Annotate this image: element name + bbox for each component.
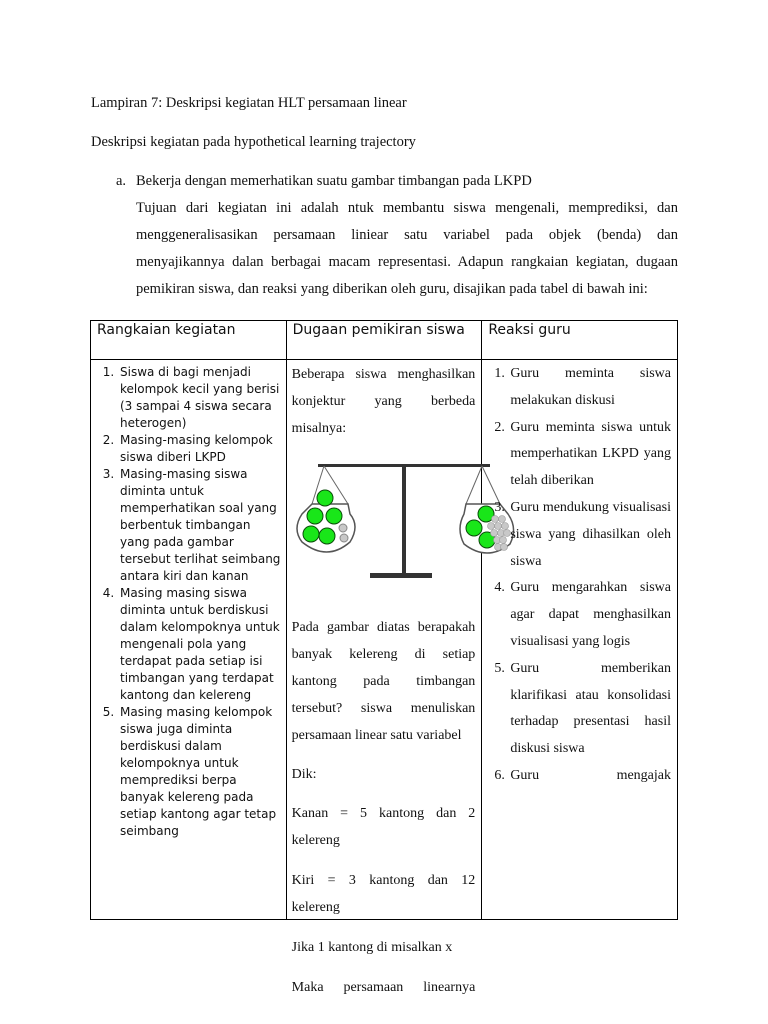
page-heading: Lampiran 7: Deskripsi kegiatan HLT persamaan linear [91, 95, 407, 111]
bag [466, 520, 482, 536]
rangkaian-list [91, 360, 286, 840]
list-item: 4. Masing masing siswa diminta untuk berdiskusi dalam kelompoknya untuk mengenali pola yang terdapat pada setiap isi timbangan yang terdapat kantong dan kelereng [118, 585, 282, 704]
list-item: 4. Guru mengarahkan siswa agar dapat menghasilkan visualisasi yang logis [508, 575, 671, 655]
bag [303, 526, 319, 542]
dugaan-intro: Beberapa siswa menghasilkan konjektur yang berbeda misalnya: [291, 367, 476, 436]
reaksi-list [482, 360, 677, 790]
list-item: 1. Siswa di bagi menjadi kelompok kecil yang berisi (3 sampai 4 siswa secara heterogen) [118, 364, 282, 432]
bag [326, 508, 342, 524]
item-a-paragraph [136, 195, 678, 303]
dugaan-maka: Maka persamaan linearnya [291, 980, 476, 995]
scale-beam [318, 464, 490, 467]
list-item: 5. Masing masing kelompok siswa juga diminta berdiskusi dalam kelompoknya untuk memprediksi berpa banyak kelereng pada setiap kantong agar tetap seimbang [118, 704, 282, 840]
marble [340, 534, 348, 542]
dugaan-kiri: Kiri = 3 kantong dan 12 kelereng [291, 873, 476, 915]
dugaan-dik: Dik: [291, 767, 317, 782]
list-item: 2. Masing-masing kelompok siswa diberi LKPD [118, 432, 282, 466]
table-row [91, 360, 678, 920]
rangkaian-cell [91, 360, 287, 920]
reaksi-cell [482, 360, 678, 920]
balance-scale-icon [292, 454, 476, 612]
paragraph-line: pemikiran siswa, dan reaksi yang diberikan oleh guru, disajikan pada tabel di bawah ini: [136, 281, 648, 297]
header-dugaan: Dugaan pemikiran siswa [286, 321, 482, 360]
dugaan-question: Pada gambar diatas berapakah banyak kelereng di setiap kantong pada timbangan tersebut? siswa menuliskan persamaan linear satu variabel [291, 620, 476, 743]
bag [317, 490, 333, 506]
list-item: 3. Masing-masing siswa diminta untuk memperhatikan soal yang berbentuk timbangan yang pada gambar tersebut terlihat seimbang antara kiri dan kanan [118, 466, 282, 585]
list-item: 1. Guru meminta siswa melakukan diskusi [508, 361, 671, 415]
header-reaksi: Reaksi guru [482, 321, 678, 360]
dugaan-jika: Jika 1 kantong di misalkan x [291, 940, 453, 955]
scale-base [370, 573, 432, 578]
paragraph-line: menyajikannya dalan berbagai macam representasi. Adapun rangkaian kegiatan, dugaan [136, 254, 678, 270]
right-rope [466, 466, 482, 504]
dugaan-kanan: Kanan = 5 kantong dan 2 kelereng [291, 806, 476, 848]
list-marker-a: a. [116, 173, 127, 189]
marble [339, 524, 347, 532]
list-item [508, 763, 671, 790]
bag [307, 508, 323, 524]
paragraph-line: Tujuan dari kegiatan ini adalah ntuk membantu siswa mengenali, memprediksi, dan [136, 200, 678, 216]
list-item: 2. Guru meminta siswa untuk memperhatikan LKPD yang telah diberikan [508, 415, 671, 495]
list-item: 5. Guru memberikan klarifikasi atau konsolidasi terhadap presentasi hasil diskusi siswa [508, 656, 671, 763]
header-rangkaian: Rangkaian kegiatan [91, 321, 287, 360]
paragraph-line: menggeneralisasikan persamaan liniear satu variabel pada objek (benda) dan [136, 227, 678, 243]
item-a-title: Bekerja dengan memerhatikan suatu gambar timbangan pada LKPD [136, 173, 532, 189]
table-header-row [91, 321, 678, 360]
reaksi-last-text: 6. Guru mengajak [510, 767, 671, 783]
scale-pole [402, 466, 406, 578]
bag [319, 528, 335, 544]
dugaan-cell [286, 360, 482, 995]
hlt-table [90, 320, 678, 995]
list-item: 3. Guru mendukung visualisasi siswa yang dihasilkan oleh siswa [508, 495, 671, 575]
section-subheading: Deskripsi kegiatan pada hypothetical learning trajectory [91, 134, 416, 150]
